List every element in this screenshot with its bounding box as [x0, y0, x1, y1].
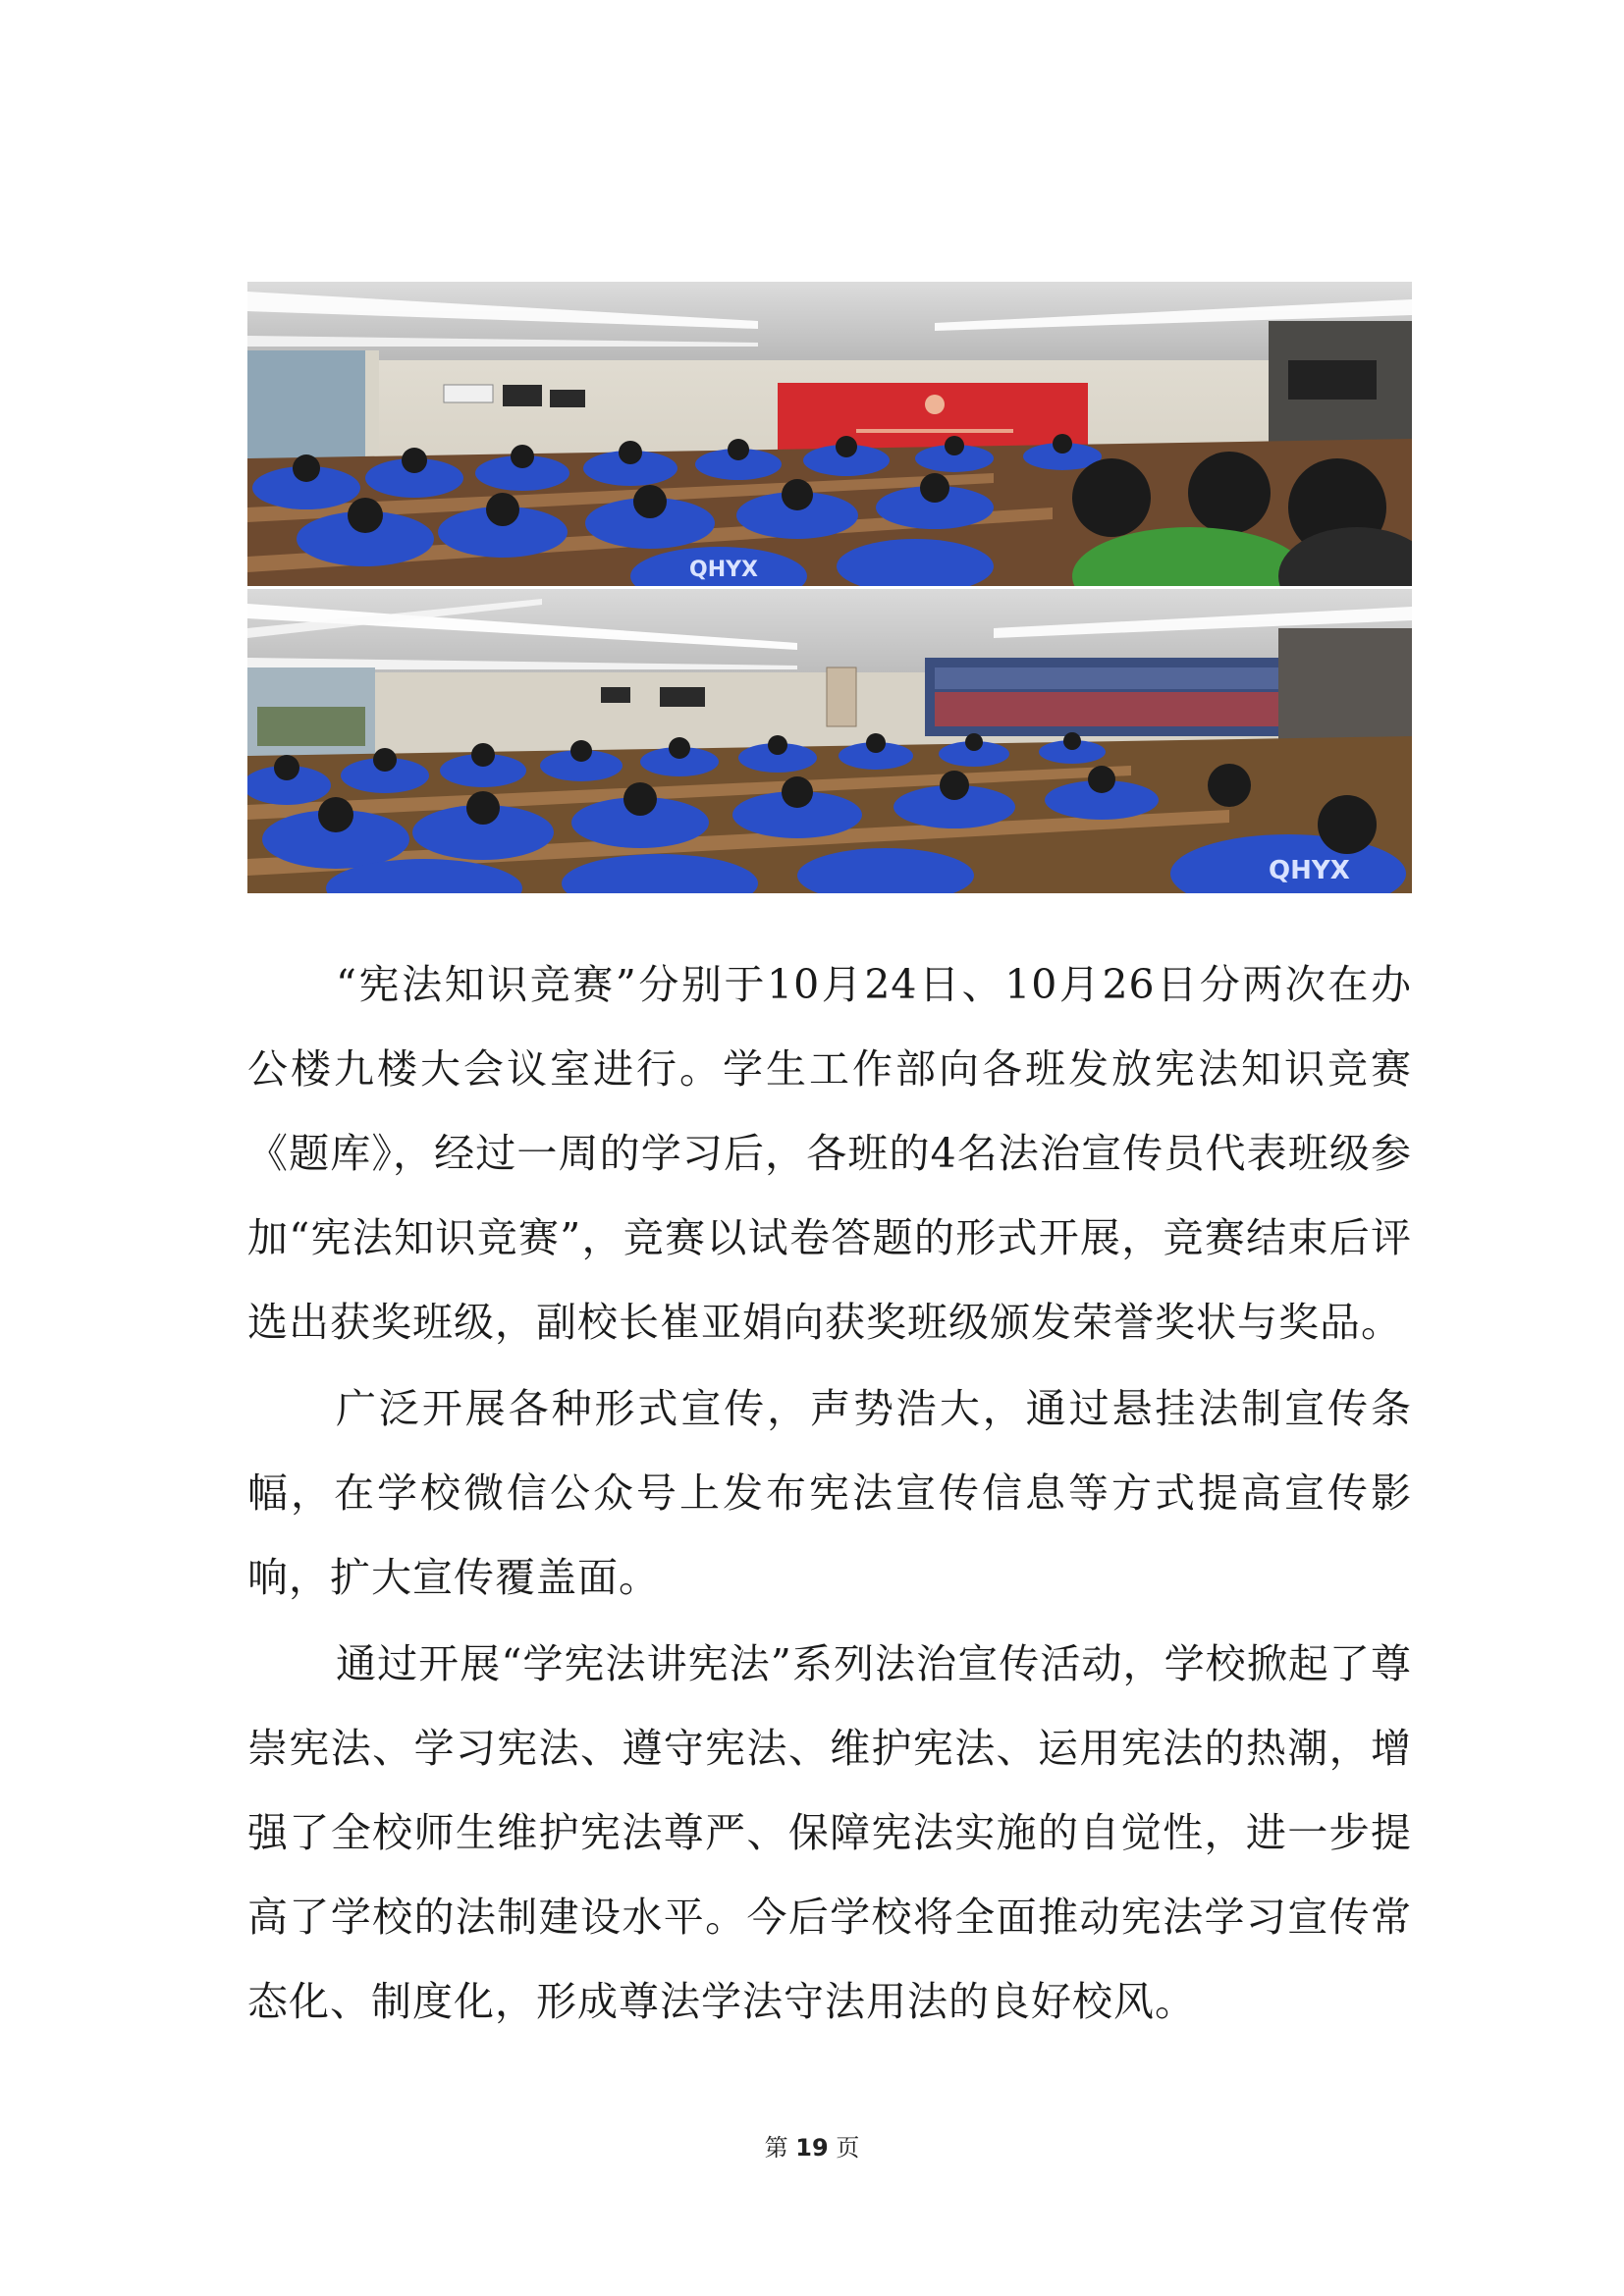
- paragraph-publicity: 广泛开展各种形式宣传，声势浩大，通过悬挂法制宣传条幅，在学校微信公众号上发布宪法宣传信息等方式提高宣传影响，扩大宣传覆盖面。: [247, 1385, 1412, 1601]
- paragraph-conclusion: 通过开展“学宪法讲宪法”系列法治宣传活动，学校掀起了尊崇宪法、学习宪法、遵守宪法、维护宪法、运用宪法的热潮，增强了全校师生维护宪法尊严、保障宪法实施的自觉性，进一步提高了学校的法制建设水平。今后学校将全面推动宪法学习宣传常态化、制度化，形成尊法学法守法用法的良好校风。: [247, 1640, 1412, 2025]
- page-number: 19: [795, 2134, 829, 2162]
- jacket-lettering: QHYX: [689, 558, 759, 582]
- red-screen: [778, 383, 1088, 450]
- page-prefix: 第: [764, 2134, 788, 2162]
- body-text: [247, 942, 1412, 2044]
- jacket-lettering: QHYX: [1269, 856, 1350, 885]
- photo-lecture-hall-video-screen: [247, 589, 1412, 893]
- photo-lecture-hall-red-screen: [247, 282, 1412, 586]
- page-suffix: 页: [836, 2134, 860, 2162]
- paragraph-competition: “宪法知识竞赛”分别于10月24日、10月26日分两次在办公楼九楼大会议室进行。学生工作部向各班发放宪法知识竞赛《题库》，经过一周的学习后，各班的4名法治宣传员代表班级参加“宪法知识竞赛”，竞赛以试卷答题的形式开展，竞赛结束后评选出获奖班级，副校长崔亚娟向获奖班级颁发荣誉奖状与奖品。: [247, 961, 1412, 1346]
- page-footer: [0, 2128, 1624, 2163]
- lecture-hall-photo-2: [247, 589, 1412, 893]
- lecture-hall-photo-1: [247, 282, 1412, 586]
